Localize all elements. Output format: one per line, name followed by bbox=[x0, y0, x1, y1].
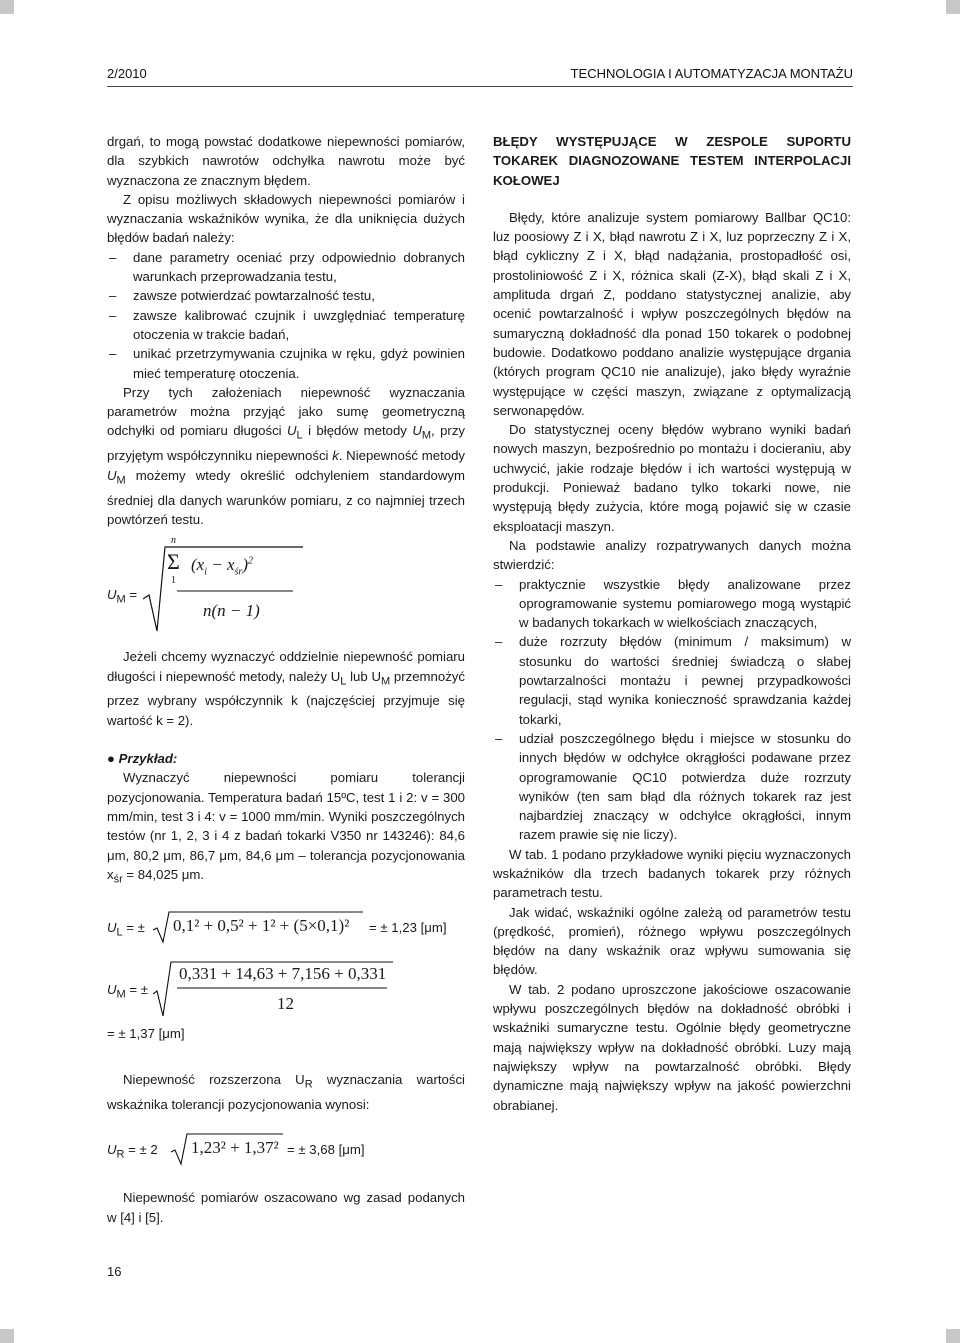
paragraph: Jeżeli chcemy wyznaczyć oddzielnie niepewność pomiaru długości i niepewność metody, należy $U_L$ lub $U_M$ przemnożyć przez wybrany współczynnik k (najczęściej przyjmuje się wartość k = 2). bbox=[107, 649, 465, 728]
paragraph: Z opisu możliwych składowych niepewności pomiarów i wyznaczania wskaźników wynika, że dla uniknięcia dużych błędów badań należy: bbox=[107, 191, 465, 246]
result: = ± 1,37 [μm] bbox=[107, 1025, 185, 1041]
radicand: 1,23² + 1,37² bbox=[191, 1138, 279, 1158]
paragraph: W tab. 1 podano przykładowe wyniki pięciu wyznaczonych wskaźników dla trzech badanych tokarek przy różnych parametrach testu. bbox=[493, 846, 851, 901]
formula-ur: $U_R$ = ± 2 1,23² + 1,37² = ± 3,68 [μm] bbox=[107, 1132, 465, 1170]
journal-title: TECHNOLOGIA I AUTOMATYZACJA MONTAŻU bbox=[570, 66, 853, 81]
symbol: U bbox=[287, 423, 297, 439]
subscript: M bbox=[116, 474, 126, 487]
list-item: – praktycznie wszystkie błędy analizowane przez oprogramowanie systemu pomiarowego mogą wystąpić w badanych tokarkach w wielkościach znaczących, bbox=[493, 575, 851, 633]
formula-um: $U_M$ = ± 0,331 + 14,63 + 7,156 + 0,331 12 bbox=[107, 958, 465, 1022]
radicand: 0,1² + 0,5² + 1² + (5×0,1)² bbox=[173, 915, 350, 935]
right-column bbox=[493, 132, 851, 1115]
paragraph: Niepewność pomiarów oszacowano wg zasad podanych w [4] i [5]. bbox=[107, 1190, 465, 1225]
paragraph: Niepewność rozszerzona $U_R$ wyznaczania wartości wskaźnika tolerancji pozycjonowania wynosi: bbox=[107, 1072, 465, 1112]
example-heading: ● Przykład: bbox=[107, 751, 178, 767]
sum-upper: n bbox=[171, 535, 176, 547]
paragraph bbox=[107, 383, 465, 529]
list-item: – zawsze kalibrować czujnik i uwzględniać temperaturę otoczenia w trakcie badań, bbox=[107, 306, 465, 345]
text: . Niepewność metody bbox=[338, 448, 465, 464]
subscript: M bbox=[116, 593, 126, 606]
text: Przy tych założeniach niepewność wyznaczania parametrów można przyjąć jako sumę geometryczną odchyłki od pomiaru długości bbox=[107, 384, 465, 439]
corner-mark-top-right bbox=[946, 0, 960, 14]
list bbox=[493, 575, 851, 845]
symbol: U bbox=[412, 423, 422, 439]
formula-ul: $U_L$ = ± 0,1² + 0,5² + 1² + (5×0,1)² = ± 1,23 [μm] bbox=[107, 910, 465, 948]
paragraph: Błędy, które analizuje system pomiarowy Ballbar QC10: luz poosiowy Z i X, błąd nawrotu Z i X, luz poprzeczny Z i X, błąd cykliczny Z i X, błąd nadążania, prostopadłość osi, prostoliniowość Z i X, różnica skali (Z-X), błąd skali Z i X, amplituda drgań Z, poddano statystycznej analizie, aby ocenić powtarzalność i wpływ poszczególnych błędów na sumaryczną dokładność dla ponad 150 tokarek o podobnej budowie. Dodatkowo poddano analizie występujące drgania (których program QC10 nie analizuje), jako błędy wyraźnie występujące w części maszyn, związane z optymalizacją serwonapędów. bbox=[493, 209, 851, 418]
denominator: n(n − 1) bbox=[203, 601, 260, 621]
symbol: U bbox=[107, 587, 117, 603]
header-rule bbox=[107, 86, 853, 87]
paragraph: W tab. 2 podano uproszczone jakościowe oszacowanie wpływu poszczególnych błędów na dokładność obróbki i wskaźniki sumaryczne testu. Ogólnie błędy geometryczne mają największy wpływ na dokładność obróbki. Luzy mają największy wpływ na powtarzalność obróbki. Błędy dynamiczne mają największy wpływ na jakość powierzchni obrabianej. bbox=[493, 981, 851, 1113]
page-number: 16 bbox=[107, 1264, 122, 1279]
symbol: U bbox=[107, 467, 117, 483]
text: = bbox=[125, 587, 138, 603]
symbol: k bbox=[332, 448, 339, 464]
paragraph: Na podstawie analizy rozpatrywanych danych można stwierdzić: bbox=[493, 537, 851, 573]
subscript: L bbox=[296, 430, 303, 443]
formula-um-std bbox=[107, 535, 465, 643]
list-item: – dane parametry oceniać przy odpowiednio dobranych warunkach przeprowadzania testu, bbox=[107, 248, 465, 287]
numerator: $(x_i - x_{śr})^2$ bbox=[191, 555, 253, 578]
corner-mark-bottom-left bbox=[0, 1329, 14, 1343]
paragraph: Do statystycznej oceny błędów wybrano wyniki badań nowych maszyn, bezpośrednio po montażu i docieraniu, aby uchwycić, jakie rodzaje błędów i ich wartości występują w produkcji. Ponieważ badano tylko tokarki nowe, nie występują błędy zużycia, które mogą pojawić się w czasie eksploatacji maszyn. bbox=[493, 422, 851, 534]
sum-icon: Σ bbox=[167, 549, 180, 575]
text: i błędów metody bbox=[302, 423, 413, 439]
left-column bbox=[107, 132, 465, 1227]
text: możemy wtedy określić odchyleniem standardowym średniej dla danych warunków pomiaru, z co najmniej trzech powtórzeń testu. bbox=[107, 467, 465, 527]
corner-mark-top-left bbox=[0, 0, 14, 14]
corner-mark-bottom-right bbox=[946, 1329, 960, 1343]
subscript: M bbox=[421, 430, 432, 443]
paragraph: Wyznaczyć niepewności pomiaru tolerancji pozycjonowania. Temperatura badań 15ºC, test 1 i 2: v = 300 mm/min, test 3 i 4: v = 1000 mm/min. Wyniki poszczególnych testów (nr 1, 2, 3 i 4 z badań tokarki V350 nr 143246): 84,6 μm, 80,2 μm, 86,7 μm, 84,6 μm – tolerancja pozycjonowania $x_{śr} = 84,025$ μm. bbox=[107, 770, 465, 886]
issue-number: 2/2010 bbox=[107, 66, 147, 81]
list bbox=[107, 248, 465, 383]
list-item: – unikać przetrzymywania czujnika w ręku, gdyż powinien mieć temperaturę otoczenia. bbox=[107, 344, 465, 383]
sum-lower: 1 bbox=[171, 575, 176, 587]
text: , przy przyjętym współczynniku niepewności bbox=[107, 423, 466, 464]
numerator: 0,331 + 14,63 + 7,156 + 0,331 bbox=[179, 963, 387, 983]
result: = ± 1,23 [μm] bbox=[369, 919, 447, 935]
paragraph: Jak widać, wskaźniki ogólne zależą od parametrów testu (prędkość, promień), różnego wpływu poszczególnych błędów na dany wskaźnik oraz wpływu sumowania się błędów. bbox=[493, 904, 851, 978]
list-item: – zawsze potwierdzać powtarzalność testu, bbox=[107, 286, 465, 305]
section-heading: BŁĘDY WYSTĘPUJĄCE W ZESPOLE SUPORTU TOKAREK DIAGNOZOWANE TESTEM INTERPOLACJI KOŁOWEJ bbox=[493, 134, 851, 188]
bullet-icon: ● bbox=[107, 751, 119, 767]
denominator: 12 bbox=[277, 993, 294, 1013]
radical-sign bbox=[143, 543, 403, 643]
list-item: – duże rozrzuty błędów (minimum / maksimum) w stosunku do wartości średniej świadczą o słabej powtarzalności montażu i pewnej przypadkowości regulacji, stąd wynika konieczność sprawdzania każdej tokarki, bbox=[493, 632, 851, 728]
list-item: – udział poszczególnego błędu i miejsce w stosunku do innych błędów w odchyłce okrągłości podawane przez oprogramowanie QC10 potwierdza duże rozrzuty wyników (ten sam błąd dla różnych tokarek raz jest najbardziej znaczący w odchyłce okrągłości, innym razem prawie się nie liczy). bbox=[493, 729, 851, 845]
result: = ± 3,68 [μm] bbox=[287, 1142, 365, 1158]
paragraph: drgań, to mogą powstać dodatkowe niepewności pomiarów, dla szybkich nawrotów odchyłka nawrotu może być wyznaczona ze znacznym błędem. bbox=[107, 134, 465, 188]
